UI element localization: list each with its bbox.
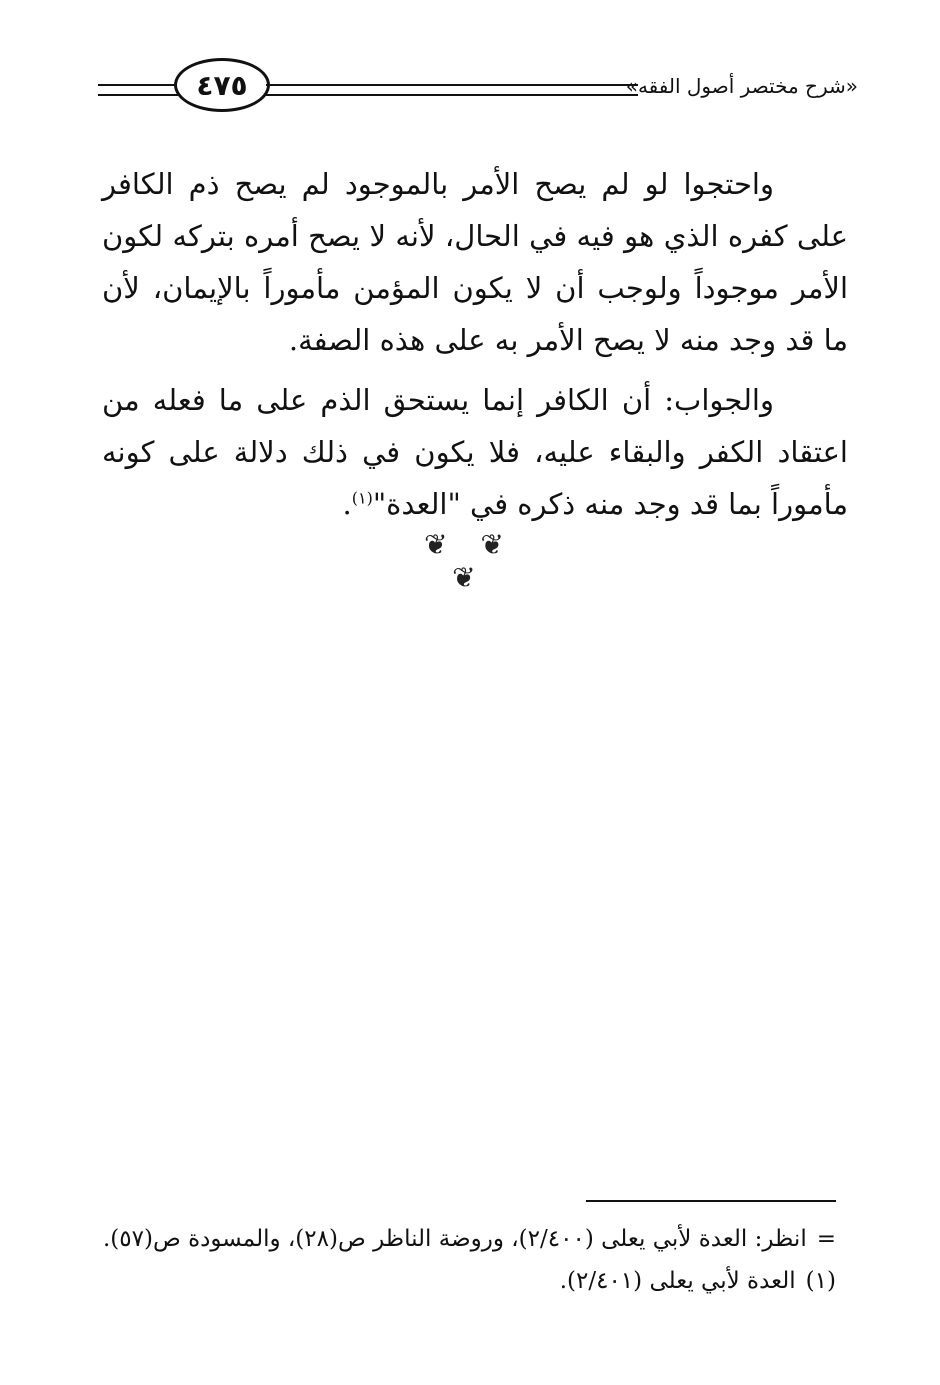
footnote-separator bbox=[586, 1200, 836, 1202]
paragraph-1: واحتجوا لو لم يصح الأمر بالموجود لم يصح ذم الكافر على كفره الذي هو فيه في الحال، لأنه لا يصح أمره بتركه لكون الأمر موجوداً ولوجب أن لا يكون المؤمن مأموراً بالإيمان، لأن ما قد وجد منه لا يصح الأمر به على هذه الصفة. bbox=[102, 167, 848, 357]
header-rule-right bbox=[266, 84, 638, 96]
page-number: ٤٧٥ bbox=[174, 58, 270, 112]
footnotes bbox=[86, 1218, 836, 1302]
header-rule-left bbox=[98, 84, 178, 96]
paragraph-2 bbox=[102, 374, 848, 530]
section-ornament: ❦ ❦ ❦ bbox=[424, 528, 516, 594]
continuation-text: انظر: العدة لأبي يعلى (٢/٤٠٠)، وروضة الناظر ص(٢٨)، والمسودة ص(٥٧). bbox=[102, 1226, 807, 1252]
main-text bbox=[102, 158, 848, 538]
page-header bbox=[98, 58, 858, 128]
continuation-marker: = bbox=[816, 1226, 836, 1252]
footnote-1-text: العدة لأبي يعلى (٢/٤٠١). bbox=[559, 1268, 796, 1294]
footnote-1-number: (١) bbox=[805, 1268, 836, 1294]
paragraph-2-text: والجواب: أن الكافر إنما يستحق الذم على ما فعله من اعتقاد الكفر والبقاء عليه، فلا يكون في ذلك دلالة على كونه مأموراً بما قد وجد منه ذكره في "العدة" bbox=[102, 383, 848, 521]
footnote-1 bbox=[86, 1260, 836, 1302]
running-title: «شرح مختصر أصول الفقه» bbox=[625, 74, 858, 98]
paragraph-2-end: . bbox=[342, 487, 352, 521]
footnote-continuation bbox=[86, 1218, 836, 1260]
footnote-reference-1: (١) bbox=[351, 488, 373, 508]
